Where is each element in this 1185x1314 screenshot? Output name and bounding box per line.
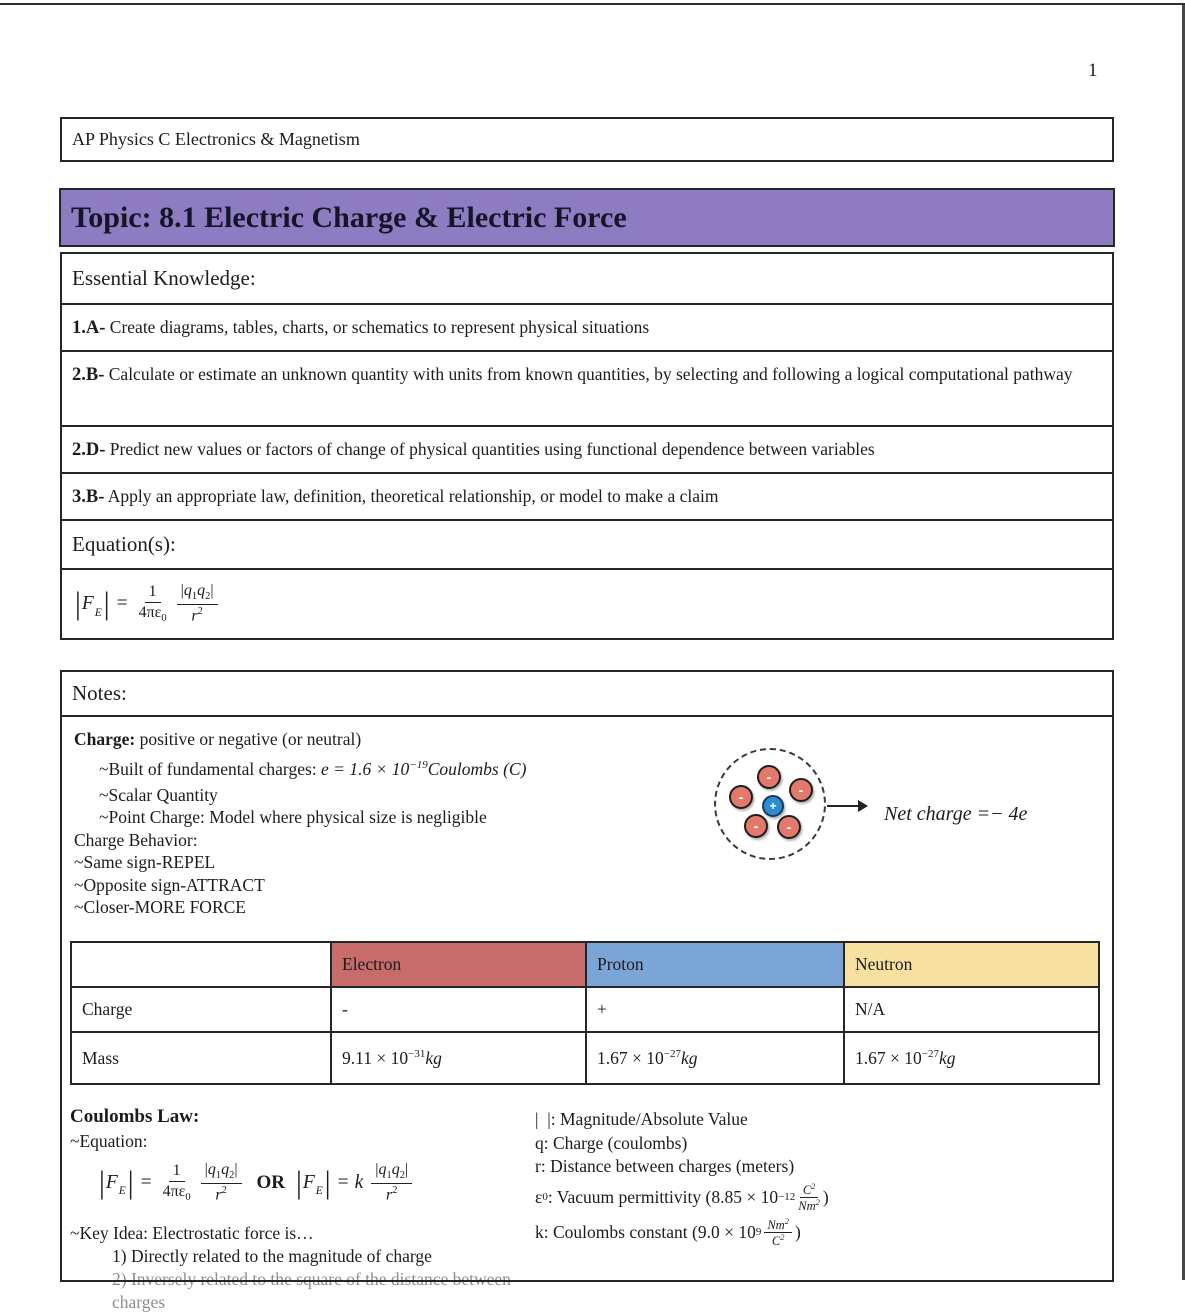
fundamental-charge-line: ~Built of fundamental charges: $e = 1.6 \times 10^{-19}Coulombs$ (C)	[99, 758, 527, 779]
ek-text: Predict new values or factors of change of physical quantities using functional dependence between variables	[105, 439, 875, 459]
positive-charge-icon: +	[762, 795, 784, 817]
equation-label: ~Equation:	[70, 1131, 148, 1151]
key-point-1: 1) Directly related to the magnitude of charge	[112, 1245, 432, 1266]
or-connector: OR	[256, 1172, 286, 1194]
negative-charge-icon: -	[729, 785, 753, 809]
essential-knowledge-table	[60, 252, 1114, 640]
electron-charge-cell: -	[331, 987, 586, 1032]
ek-item-2B	[62, 350, 1112, 425]
row-label-cell: Mass	[71, 1032, 331, 1084]
fraction-one-over-4pieps0: $\frac{1}{4\pi\varepsilon_0}$	[138, 582, 167, 625]
negative-charge-icon: -	[777, 815, 801, 839]
charge-row	[71, 987, 1099, 1032]
page-number: 1	[1088, 60, 1098, 81]
essential-knowledge-heading: Essential Knowledge:	[72, 266, 256, 290]
key-idea-line: ~Key Idea: Electrostatic force is…	[70, 1222, 314, 1243]
neutron-mass-cell: $1.67 \times 10^{-27}kg$	[844, 1032, 1099, 1084]
ek-code: 1.A-	[72, 318, 106, 338]
k-definition: k: Coulombs constant (9.0 × 10 9 Nm$^2$ $C^2$ )	[535, 1215, 801, 1249]
ek-item-2D	[62, 425, 1112, 472]
negative-charge-icon: -	[789, 778, 813, 802]
electron-header-cell: Electron	[331, 942, 586, 987]
coulombs-law-section	[70, 1105, 530, 1312]
row-label-cell: Charge	[71, 987, 331, 1032]
net-charge-arrowhead-icon	[858, 800, 868, 812]
ek-text: Create diagrams, tables, charts, or schematics to represent physical situations	[105, 317, 650, 337]
negative-charge-icon: -	[757, 765, 781, 789]
ek-code: 2.D-	[72, 440, 106, 460]
proton-mass-cell: $1.67 \times 10^{-27}kg$	[586, 1032, 844, 1084]
fraction-one-over-4pieps0: $\frac{1}{4\pi\varepsilon_0}$	[162, 1161, 191, 1204]
equations-heading: Equation(s):	[62, 519, 1112, 568]
charge-behavior-line: Charge Behavior:	[74, 829, 198, 850]
coulomb-equation-row	[62, 568, 1112, 638]
ek-code: 2.B-	[72, 365, 105, 385]
mass-row	[71, 1032, 1099, 1084]
r-definition: r: Distance between charges (meters)	[535, 1156, 795, 1176]
notes-heading: Notes:	[62, 672, 1112, 717]
absolute-value-definition: | |: Magnitude/Absolute Value	[535, 1109, 748, 1129]
table-header-row	[71, 942, 1099, 987]
proton-header-cell: Proton	[586, 942, 844, 987]
symbol-definitions	[535, 1108, 829, 1249]
key-point-2-partial: charges	[112, 1291, 166, 1312]
charge-definition-line: Charge: positive or negative (or neutral)	[74, 729, 362, 749]
electron-mass-cell: $9.11 \times 10^{-31}kg$	[331, 1032, 586, 1084]
fraction-C2-over-Nm2: $C^2$ Nm$^2$	[798, 1180, 820, 1214]
scalar-quantity-line: ~Scalar Quantity	[99, 784, 218, 805]
ek-code: 3.B-	[72, 487, 105, 507]
ek-text: Calculate or estimate an unknown quantity with units from known quantities, by selecting and following a logical computational pathway	[104, 364, 1073, 384]
fraction-q1q2-over-r2: $\frac{|q_1q_2|}{r^2}$	[177, 582, 218, 626]
closer-line: ~Closer-MORE FORCE	[74, 897, 246, 918]
coulombs-law-heading: Coulombs Law:	[70, 1106, 200, 1127]
net-charge-arrow	[827, 805, 861, 807]
empty-header-cell	[71, 942, 331, 987]
particle-properties-table	[70, 941, 1100, 1085]
fraction-q1q2-over-r2: $\frac{|q_1q_2|}{r^2}$	[371, 1161, 412, 1205]
ek-text: Apply an appropriate law, definition, theoretical relationship, or model to make a claim	[104, 486, 719, 506]
course-header-box	[60, 117, 1114, 162]
point-charge-line: ~Point Charge: Model where physical size is negligible	[99, 807, 487, 828]
ek-item-1A	[62, 303, 1112, 350]
opposite-sign-line: ~Opposite sign-ATTRACT	[74, 874, 265, 895]
proton-charge-cell: +	[586, 987, 844, 1032]
ek-item-3B	[62, 472, 1112, 519]
negative-charge-icon: -	[744, 814, 768, 838]
topic-title: Topic: 8.1 Electric Charge & Electric Force	[71, 200, 627, 234]
q-definition: q: Charge (coulombs)	[535, 1132, 688, 1153]
topic-title-bar	[59, 188, 1115, 247]
coulombs-law-equations: | F E | = $\frac{1}{4\pi\varepsilon_0}$ $\frac{|q_1q_2|}{r^2}$ OR | F E | = k $\frac{|q_1q_2|}{r^2}$	[98, 1161, 530, 1205]
neutron-charge-cell: N/A	[844, 987, 1099, 1032]
same-sign-line: ~Same sign-REPEL	[74, 852, 216, 873]
epsilon0-definition: ε 0 : Vacuum permittivity (8.85 × 10 −12 $C^2$ Nm$^2$ )	[535, 1180, 829, 1214]
coulomb-equation: | F E | = $\frac{1}{4\pi\varepsilon_0}$ $\frac{|q_1q_2|}{r^2}$	[74, 582, 223, 626]
course-title: AP Physics C Electronics & Magnetism	[72, 129, 360, 149]
neutron-header-cell: Neutron	[844, 942, 1099, 987]
fraction-q1q2-over-r2: $\frac{|q_1q_2|}{r^2}$	[201, 1161, 242, 1205]
page-top-rule	[0, 3, 1185, 5]
fraction-Nm2-over-C2: Nm$^2$ $C^2$	[764, 1217, 792, 1249]
net-charge-label: Net charge =− 4e	[884, 803, 1028, 825]
